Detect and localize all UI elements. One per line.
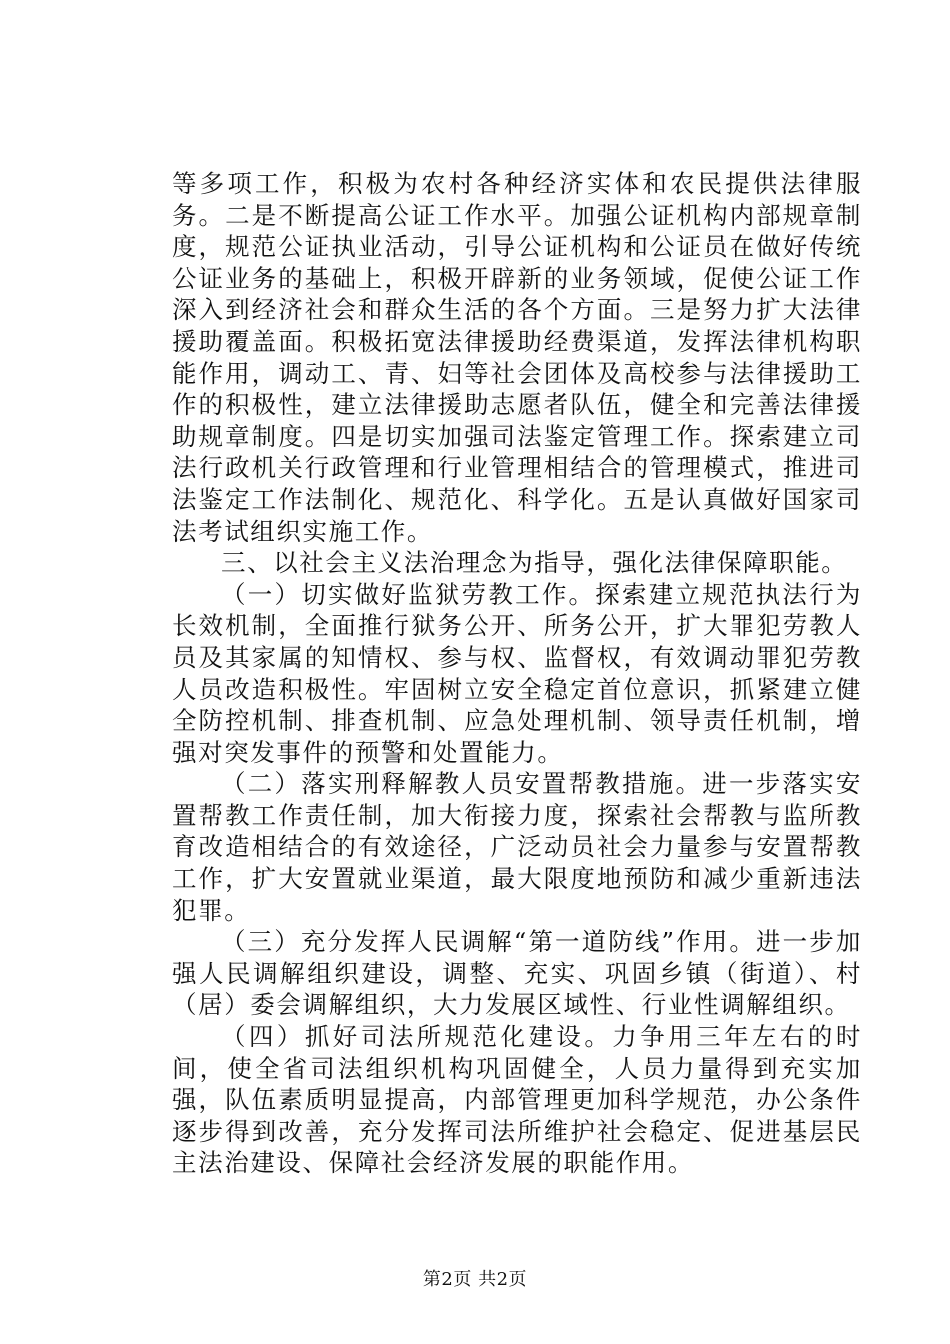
paragraph-item-three: （三）充分发挥人民调解“第一道防线”作用。进一步加强人民调解组织建设，调整、充实、巩固乡镇（街道）、村（居）委会调解组织，大力发展区域性、行业性调解组织。 [172,927,862,1020]
document-body [172,168,862,1179]
paragraph-item-two: （二）落实刑释解教人员安置帮教措施。进一步落实安置帮教工作责任制，加大衔接力度，探索社会帮教与监所教育改造相结合的有效途径，广泛动员社会力量参与安置帮教工作，扩大安置就业渠道，最大限度地预防和减少重新违法犯罪。 [172,769,862,925]
page-footer [0,1269,950,1291]
paragraph-continuation: 等多项工作，积极为农村各种经济实体和农民提供法律服务。二是不断提高公证工作水平。加强公证机构内部规章制度，规范公证执业活动，引导公证机构和公证员在做好传统公证业务的基础上，积极开辟新的业务领域，促使公证工作深入到经济社会和群众生活的各个方面。三是努力扩大法律援助覆盖面。积极拓宽法律援助经费渠道，发挥法律机构职能作用，调动工、青、妇等社会团体及高校参与法律援助工作的积极性，建立法律援助志愿者队伍，健全和完善法律援助规章制度。四是切实加强司法鉴定管理工作。探索建立司法行政机关行政管理和行业管理相结合的管理模式，推进司法鉴定工作法制化、规范化、科学化。五是认真做好国家司法考试组织实施工作。 [172,169,862,546]
paragraph-item-four: （四）抓好司法所规范化建设。力争用三年左右的时间，使全省司法组织机构巩固健全，人员力量得到充实加强，队伍素质明显提高，内部管理更加科学规范，办公条件逐步得到改善，充分发挥司法所维护社会稳定、促进基层民主法治建设、保障社会经济发展的职能作用。 [172,1022,862,1178]
paragraph-item-one: （一）切实做好监狱劳教工作。探索建立规范执法行为长效机制，全面推行狱务公开、所务公开，扩大罪犯劳教人员及其家属的知情权、参与权、监督权，有效调动罪犯劳教人员改造积极性。牢固树立安全稳定首位意识，抓紧建立健全防控机制、排查机制、应急处理机制、领导责任机制，增强对突发事件的预警和处置能力。 [172,579,862,767]
section-heading-three: 三、以社会主义法治理念为指导，强化法律保障职能。 [221,548,848,578]
page-number: 第2页 共2页 [422,1269,528,1290]
